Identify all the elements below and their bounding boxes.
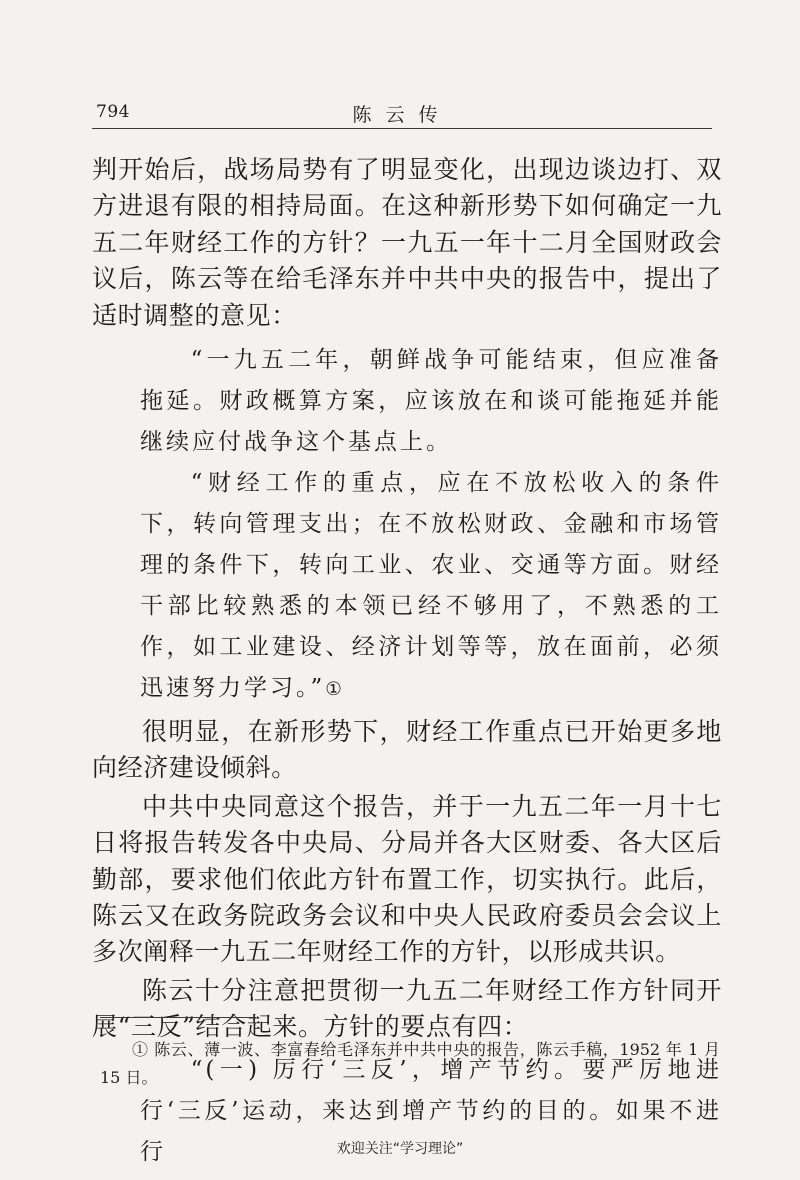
page-header	[92, 98, 712, 130]
paragraph-1: 判开始后，战场局势有了明显变化，出现边谈边打、双方进退有限的相持局面。在这种新形势下如何确定一九五二年财经工作的方针？一九五一年十二月全国财政会议后，陈云等在给毛泽东并中共中央的报告中，提出了适时调整的意见：	[92, 155, 722, 330]
quote-block-1	[92, 340, 722, 463]
paragraph-4: 陈云十分注意把贯彻一九五二年财经工作方针同开展“三反”结合起来。方针的要点有四：	[92, 975, 722, 1042]
paragraph-3: 中共中央同意这个报告，并于一九五二年一月十七日将报告转发各中央局、分局并各大区财委、各大区后勤部，要求他们依此方针布置工作，切实执行。此后，陈云又在政务院政务会议和中央人民政府委员会会议上多次阐释一九五二年财经工作的方针，以形成共识。	[92, 791, 722, 967]
quote-2	[140, 463, 722, 710]
footnote-rule	[100, 1017, 256, 1018]
footnote-marker: ①	[325, 679, 345, 701]
running-title: 陈云传	[352, 104, 452, 126]
body-text	[92, 152, 722, 1173]
quote-2-text: “财经工作的重点，应在不放松收入的条件下，转向管理支出；在不放松财政、金融和市场管理的条件下，转向工业、农业、交通等方面。财经干部比较熟悉的本领已经不够用了，不熟悉的工作，如工业建设、经济计划等等，放在面前，必须迅速努力学习。”	[140, 470, 722, 702]
quote-1: “一九五二年，朝鲜战争可能结束，但应准备拖延。财政概算方案，应该放在和谈可能拖延并能继续应付战争这个基点上。	[140, 347, 722, 456]
quote-block-2	[92, 463, 722, 710]
watermark-caption: 欢迎关注“学习理论”	[336, 1141, 464, 1157]
header-rule	[92, 128, 712, 129]
page-number: 794	[96, 102, 130, 122]
quote-3: “(一) 厉行‘三反’，增产节约。要严厉地进行‘三反’运动，来达到增产节约的目的。如果不进行	[140, 1056, 722, 1165]
footnote: ① 陈云、薄一波、李富春给毛泽东并中共中央的报告，陈云手稿，1952 年 1 月 15 日。	[100, 1040, 720, 1087]
paragraph-2: 很明显，在新形势下，财经工作重点已开始更多地向经济建设倾斜。	[92, 717, 722, 783]
